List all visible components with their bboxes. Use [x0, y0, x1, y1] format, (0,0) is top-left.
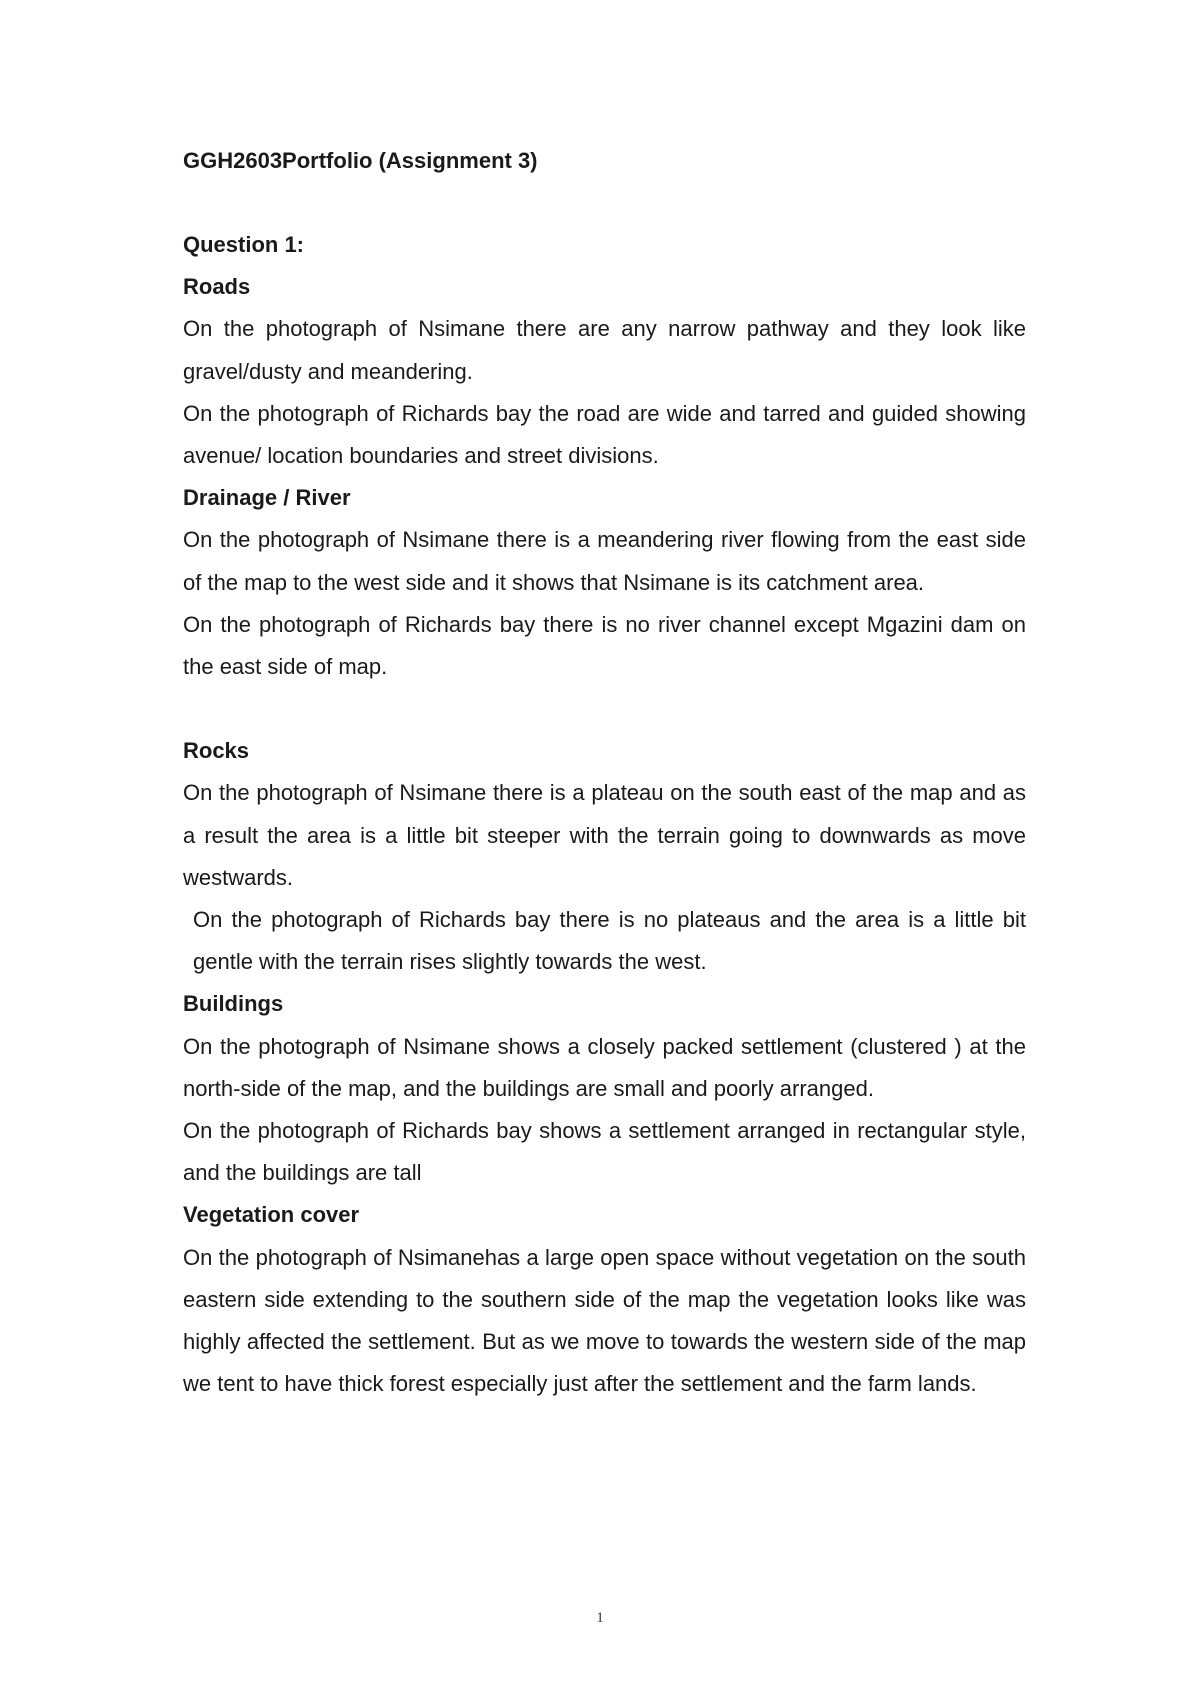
paragraph-buildings-richards-bay: On the photograph of Richards bay shows a settlement arranged in rectangular style, and the buildings are tall — [183, 1118, 1026, 1186]
section-heading-buildings: Buildings — [183, 991, 284, 1017]
section-buildings — [183, 983, 1026, 1194]
question-heading: Question 1: — [183, 232, 305, 257]
spacer — [183, 688, 1026, 730]
section-heading-drainage: Drainage / River — [183, 485, 351, 511]
paragraph-vegetation-nsimane: On the photograph of Nsimanehas a large open space without vegetation on the south eastern side extending to the southern side of the map the vegetation looks like was highly affected the settlement. But as we move to towards the western side of the map we tent to have thick forest especially just after the settlement and the farm lands. — [183, 1244, 1026, 1397]
section-heading-rocks: Rocks — [183, 738, 250, 764]
spacer — [183, 182, 1026, 224]
section-drainage — [183, 477, 1026, 688]
section-roads — [183, 266, 1026, 477]
section-rocks — [183, 730, 1026, 983]
document-title: GGH2603Portfolio (Assignment 3) — [183, 148, 538, 173]
section-heading-roads: Roads — [183, 274, 251, 300]
paragraph-drainage-richards-bay: On the photograph of Richards bay there is no river channel except Mgazini dam on the east side of map. — [183, 611, 1026, 680]
section-vegetation — [183, 1194, 1026, 1405]
paragraph-buildings-nsimane: On the photograph of Nsimane shows a closely packed settlement (clustered ) at the north-side of the map, and the buildings are small and poorly arranged. — [183, 1033, 1026, 1101]
document-body — [183, 140, 1026, 1405]
paragraph-roads-richards-bay: On the photograph of Richards bay the road are wide and tarred and guided showing avenue/ location boundaries and street divisions. — [183, 400, 1026, 469]
paragraph-roads-nsimane: On the photograph of Nsimane there are any narrow pathway and they look like gravel/dusty and meandering. — [183, 316, 1026, 384]
paragraph-rocks-richards-bay: On the photograph of Richards bay there is no plateaus and the area is a little bit gentle with the terrain rises slightly towards the west. — [193, 907, 1026, 975]
paragraph-rocks-nsimane: On the photograph of Nsimane there is a plateau on the south east of the map and as a result the area is a little bit steeper with the terrain going to downwards as move westwards. — [183, 780, 1026, 890]
page-number: 1 — [596, 1610, 604, 1626]
section-heading-vegetation: Vegetation cover — [183, 1202, 360, 1228]
paragraph-drainage-nsimane: On the photograph of Nsimane there is a meandering river flowing from the east side of the map to the west side and it shows that Nsimane is its catchment area. — [183, 527, 1026, 595]
